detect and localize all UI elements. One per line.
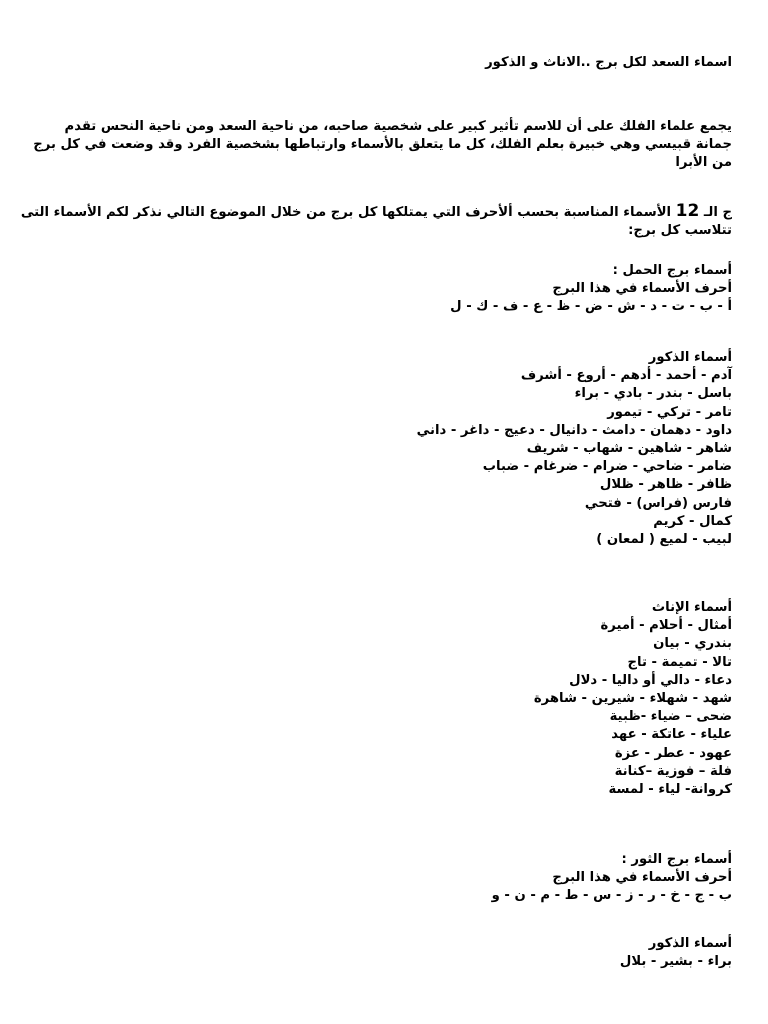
- intro-line: جمانة قبيسي وهي خبيرة بعلم الفلك، كل ما يتعلق بالأسماء وارتباطها بشخصية الفرد وقد وضعت في كل برج: [33, 137, 732, 153]
- intro2-rest: الأسماء المناسبة بحسب ألأحرف التي يمتلكها كل برج من خلال الموضوع التالي نذكر لكم الأسماء التى: [20, 205, 676, 220]
- name-line: تامر - تركي - تيمور: [607, 404, 732, 420]
- section-heading: أسماء برج الحمل :: [612, 263, 732, 278]
- aries-females: [48, 599, 732, 799]
- name-line: باسل - بندر - بادي - براء: [574, 386, 732, 402]
- name-line: ضحى – ضياء -ظبية: [609, 709, 732, 725]
- aries-section: [48, 262, 732, 317]
- name-line: كروانة- لياء - لمسة: [608, 782, 732, 798]
- letters-label: أحرف الأسماء في هذا البرج: [552, 870, 732, 886]
- intro2-line: [20, 201, 732, 222]
- name-line: براء - بشير - بلال: [619, 954, 732, 970]
- name-line: داود - دهمان - دامث - دانيال - دعيج - داغر - داني: [416, 422, 732, 438]
- name-line: أمثال - أحلام - أميرة: [600, 618, 732, 634]
- intro-line: يجمع علماء الفلك على أن للاسم تأثير كبير على شخصية صاحبه، من ناحية السعد ومن ناحية النحس تقدم: [64, 119, 732, 134]
- name-line: بندري - بيان: [653, 636, 732, 652]
- intro2-prefix: ج الـ: [699, 205, 732, 220]
- females-heading: أسماء الإناث: [651, 600, 732, 615]
- name-line: شهد - شهلاء - شيرين - شاهرة: [533, 691, 732, 707]
- title-text: اسماء السعد لكل برج ..الاناث و الذكور: [485, 55, 732, 70]
- taurus-males: [48, 935, 732, 971]
- name-line: شاهر - شاهين - شهاب - شريف: [526, 441, 732, 457]
- name-line: ضامر - ضاحي - ضرام - ضرغام - ضباب: [482, 459, 732, 475]
- section-heading: أسماء برج الثور :: [621, 852, 732, 867]
- name-line: فارس (فراس) - فتحي: [584, 495, 732, 511]
- name-line: ظافر - ظاهر - ظلال: [599, 477, 732, 493]
- intro2-number: 12: [675, 201, 700, 221]
- name-line: آدم - أحمد - أدهم - أروع - أشرف: [520, 368, 732, 384]
- name-line: تالا - تميمة - تاج: [627, 654, 732, 670]
- taurus-section: [48, 851, 732, 906]
- males-heading: أسماء الذكور: [648, 936, 732, 951]
- intro-second-paragraph: [20, 201, 732, 240]
- intro2-line: تتلاسب كل برج:: [628, 223, 732, 239]
- document-title: [48, 54, 732, 72]
- name-line: دعاء - دالي أو داليا - دلال: [569, 672, 732, 688]
- letters-label: أحرف الأسماء في هذا البرج: [552, 281, 732, 297]
- males-heading: أسماء الذكور: [648, 350, 732, 365]
- intro-paragraph: [33, 118, 732, 173]
- letters-list: ب - ج - خ - ر - ز - س - ط - م - ن - و: [491, 888, 732, 904]
- name-line: عهود - عطر - عزة: [614, 745, 732, 761]
- name-line: لبيب - لميع ( لمعان ): [596, 532, 732, 548]
- document-page: [20, 0, 732, 1024]
- aries-males: [48, 349, 732, 549]
- name-line: فلة – فوزية –كنانة: [614, 763, 732, 779]
- name-line: علياء - عاتكة - عهد: [611, 727, 732, 743]
- letters-list: أ - ب - ت - د - ش - ض - ظ - ع - ف - ك - ل: [450, 299, 732, 315]
- name-line: كمال - كريم: [653, 513, 732, 529]
- intro-line: من الأبرا: [675, 155, 732, 171]
